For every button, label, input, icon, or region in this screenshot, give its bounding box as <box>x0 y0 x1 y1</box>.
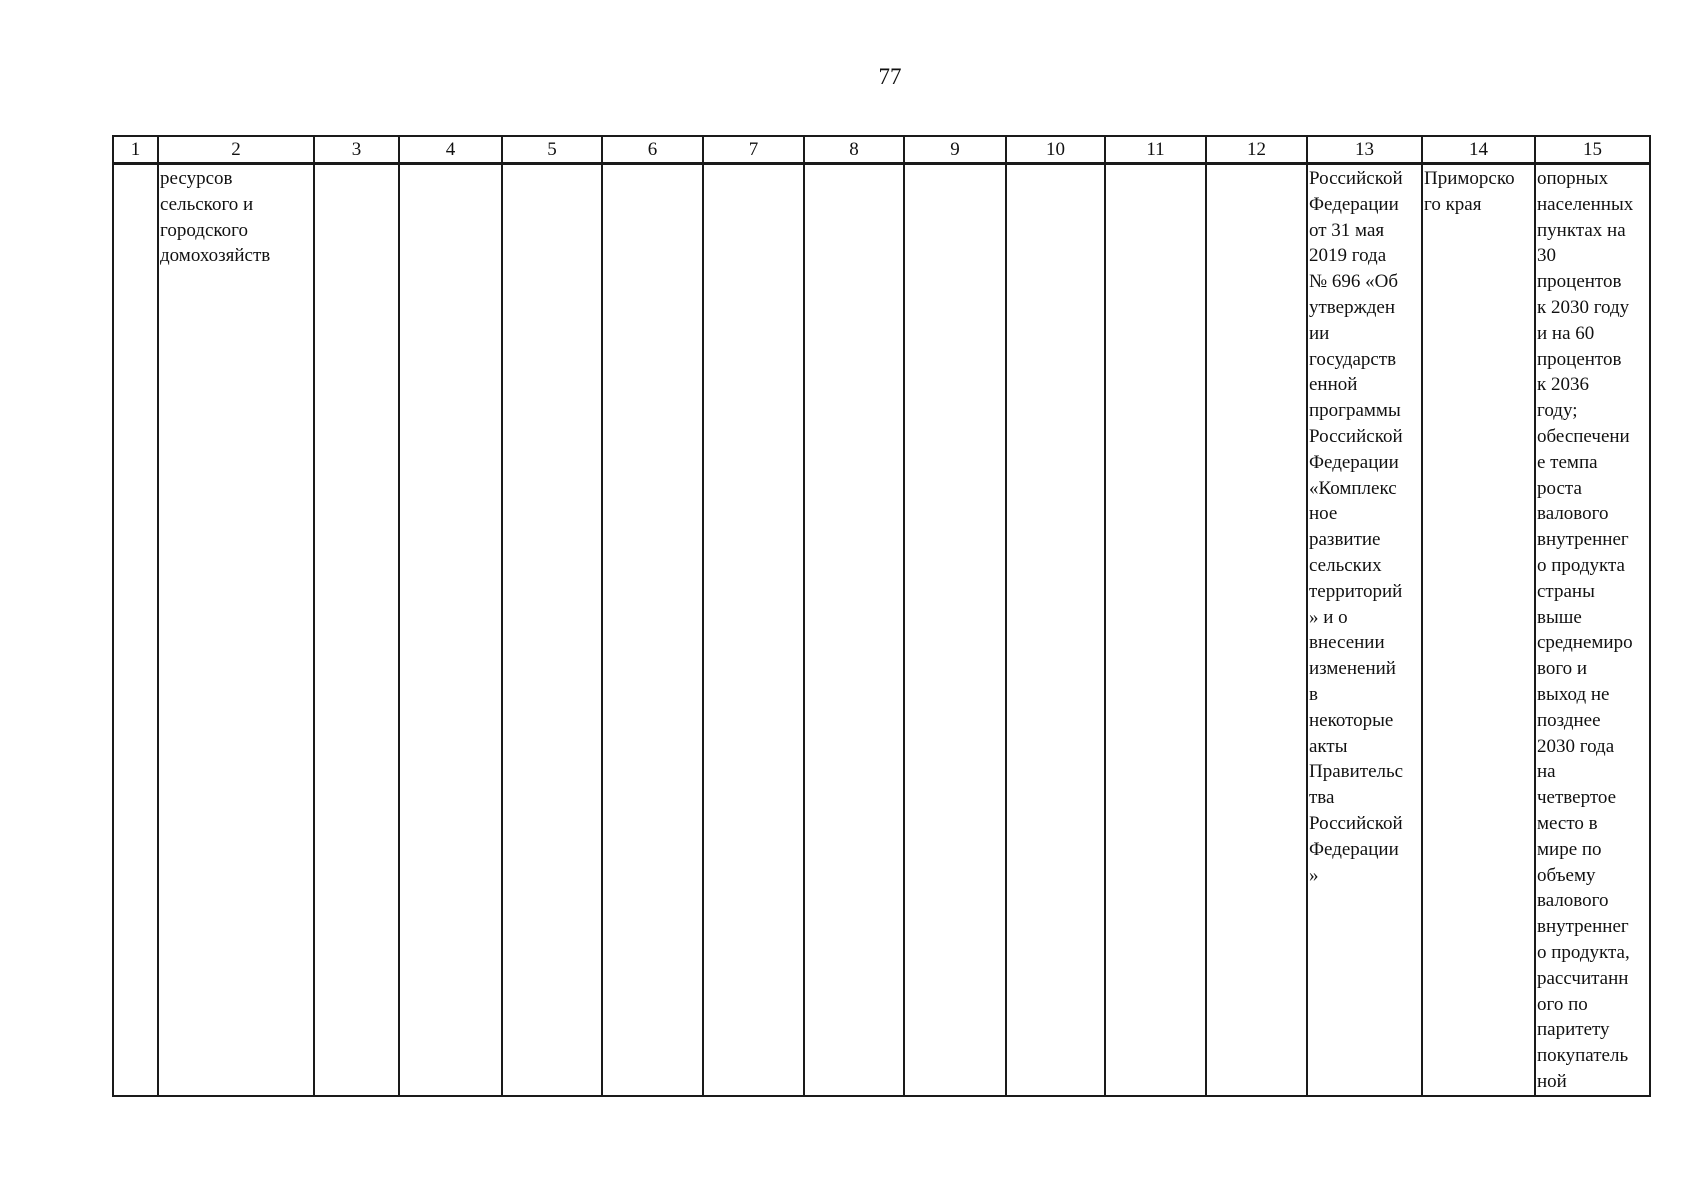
cell-text-line: в <box>1309 683 1318 705</box>
cell-text-line: государств <box>1309 348 1397 370</box>
header-row <box>113 136 1650 164</box>
column-header-11: 11 <box>1105 136 1206 164</box>
cell-text-line: ной <box>1537 1070 1567 1092</box>
column-header-13: 13 <box>1307 136 1422 164</box>
table-cell-13 <box>1307 164 1422 1096</box>
cell-text-line: объему <box>1537 864 1596 886</box>
data-table <box>112 135 1651 1097</box>
cell-text-line: ресурсов <box>160 168 233 189</box>
cell-text-line: программы <box>1309 400 1401 422</box>
cell-text-line: Федерации <box>1309 838 1399 860</box>
cell-text-line: внутреннег <box>1537 916 1629 938</box>
column-header-6: 6 <box>602 136 703 164</box>
table-row <box>113 164 1650 1096</box>
column-header-7: 7 <box>703 136 804 164</box>
cell-text-line: № 696 «Об <box>1309 271 1399 293</box>
column-header-2: 2 <box>158 136 314 164</box>
cell-text-line: Российской <box>1309 425 1403 447</box>
cell-text-line: от 31 мая <box>1309 219 1385 241</box>
cell-text-line: выход не <box>1537 683 1610 705</box>
cell-text-line: домохозяйств <box>160 245 271 267</box>
column-header-8: 8 <box>804 136 904 164</box>
column-header-10: 10 <box>1006 136 1105 164</box>
table-cell-4 <box>399 164 502 1096</box>
cell-text-line: некоторые <box>1309 709 1394 731</box>
cell-text-line: Федерации <box>1309 193 1399 215</box>
column-header-5: 5 <box>502 136 602 164</box>
table-cell-2 <box>158 164 314 1096</box>
table-cell-9 <box>904 164 1006 1096</box>
cell-text-line: сельского и <box>160 193 254 215</box>
cell-text-line: году; <box>1537 400 1578 422</box>
cell-text-line: сельских <box>1309 554 1382 576</box>
column-header-3: 3 <box>314 136 399 164</box>
cell-text-line: на <box>1537 761 1556 783</box>
cell-text-line: валового <box>1537 890 1609 912</box>
table-cell-5 <box>502 164 602 1096</box>
cell-text-line: Российской <box>1309 812 1403 834</box>
cell-text-line: мире по <box>1537 838 1602 860</box>
cell-text-line: 30 <box>1537 245 1556 267</box>
cell-text-line: среднемиро <box>1537 632 1633 654</box>
cell-text-line: вого и <box>1537 658 1588 680</box>
cell-text-line: паритету <box>1537 1019 1610 1041</box>
cell-text-line: пунктах на <box>1537 219 1626 241</box>
table-cell-14 <box>1422 164 1535 1096</box>
cell-text-line: о продукта, <box>1537 941 1630 963</box>
column-header-15: 15 <box>1535 136 1650 164</box>
cell-text-line: утвержден <box>1309 296 1395 318</box>
column-header-14: 14 <box>1422 136 1535 164</box>
cell-text-line: процентов <box>1537 271 1622 293</box>
cell-text-line: к 2030 году <box>1537 296 1630 318</box>
cell-text-line: место в <box>1537 812 1598 834</box>
cell-text-line: страны <box>1537 580 1595 602</box>
cell-text-line: изменений <box>1309 658 1396 680</box>
table-cell-7 <box>703 164 804 1096</box>
table-cell-10 <box>1006 164 1105 1096</box>
cell-text-line: населенных <box>1537 193 1634 215</box>
cell-text-line: внутреннег <box>1537 529 1629 551</box>
cell-text-line: процентов <box>1537 348 1622 370</box>
column-header-4: 4 <box>399 136 502 164</box>
cell-text-line: и на 60 <box>1537 322 1595 344</box>
cell-text-line: развитие <box>1309 529 1381 551</box>
cell-text-line: внесении <box>1309 632 1385 654</box>
cell-text-line: 2030 года <box>1537 735 1615 757</box>
cell-text-line: акты <box>1309 735 1348 757</box>
cell-text-line: рассчитанн <box>1537 967 1629 989</box>
table-cell-6 <box>602 164 703 1096</box>
cell-text-line: » и о <box>1309 606 1348 628</box>
cell-text-line: Правительс <box>1309 761 1404 783</box>
table-cell-12 <box>1206 164 1307 1096</box>
cell-text-line: Приморско <box>1424 168 1515 189</box>
cell-text-line: покупатель <box>1537 1045 1629 1067</box>
table-cell-3 <box>314 164 399 1096</box>
cell-text-line: ии <box>1309 322 1330 344</box>
cell-text-line: «Комплекс <box>1309 477 1397 499</box>
column-header-1: 1 <box>113 136 158 164</box>
cell-text-line: позднее <box>1537 709 1601 731</box>
column-header-9: 9 <box>904 136 1006 164</box>
table-cell-1 <box>113 164 158 1096</box>
cell-text-line: енной <box>1309 374 1358 396</box>
cell-text-line: » <box>1309 864 1319 886</box>
table-cell-11 <box>1105 164 1206 1096</box>
cell-text-line: Российской <box>1309 168 1403 189</box>
cell-text-line: ого по <box>1537 993 1588 1015</box>
cell-text-line: городского <box>160 219 248 241</box>
page-number: 77 <box>878 64 902 89</box>
cell-text-line: роста <box>1537 477 1582 499</box>
cell-text-line: ное <box>1309 503 1338 525</box>
cell-text-line: выше <box>1537 606 1582 628</box>
column-header-12: 12 <box>1206 136 1307 164</box>
cell-text-line: тва <box>1309 787 1335 809</box>
cell-text-line: к 2036 <box>1537 374 1589 396</box>
cell-text-line: территорий <box>1309 580 1403 602</box>
cell-text-line: го края <box>1424 193 1482 215</box>
cell-text-line: четвертое <box>1537 787 1617 809</box>
cell-text-line: опорных <box>1537 168 1609 189</box>
table-cell-8 <box>804 164 904 1096</box>
cell-text-line: Федерации <box>1309 451 1399 473</box>
cell-text-line: обеспечени <box>1537 425 1630 447</box>
cell-text-line: валового <box>1537 503 1609 525</box>
cell-text-line: 2019 года <box>1309 245 1387 267</box>
table-cell-15 <box>1535 164 1650 1096</box>
cell-text-line: о продукта <box>1537 554 1625 576</box>
cell-text-line: е темпа <box>1537 451 1598 473</box>
